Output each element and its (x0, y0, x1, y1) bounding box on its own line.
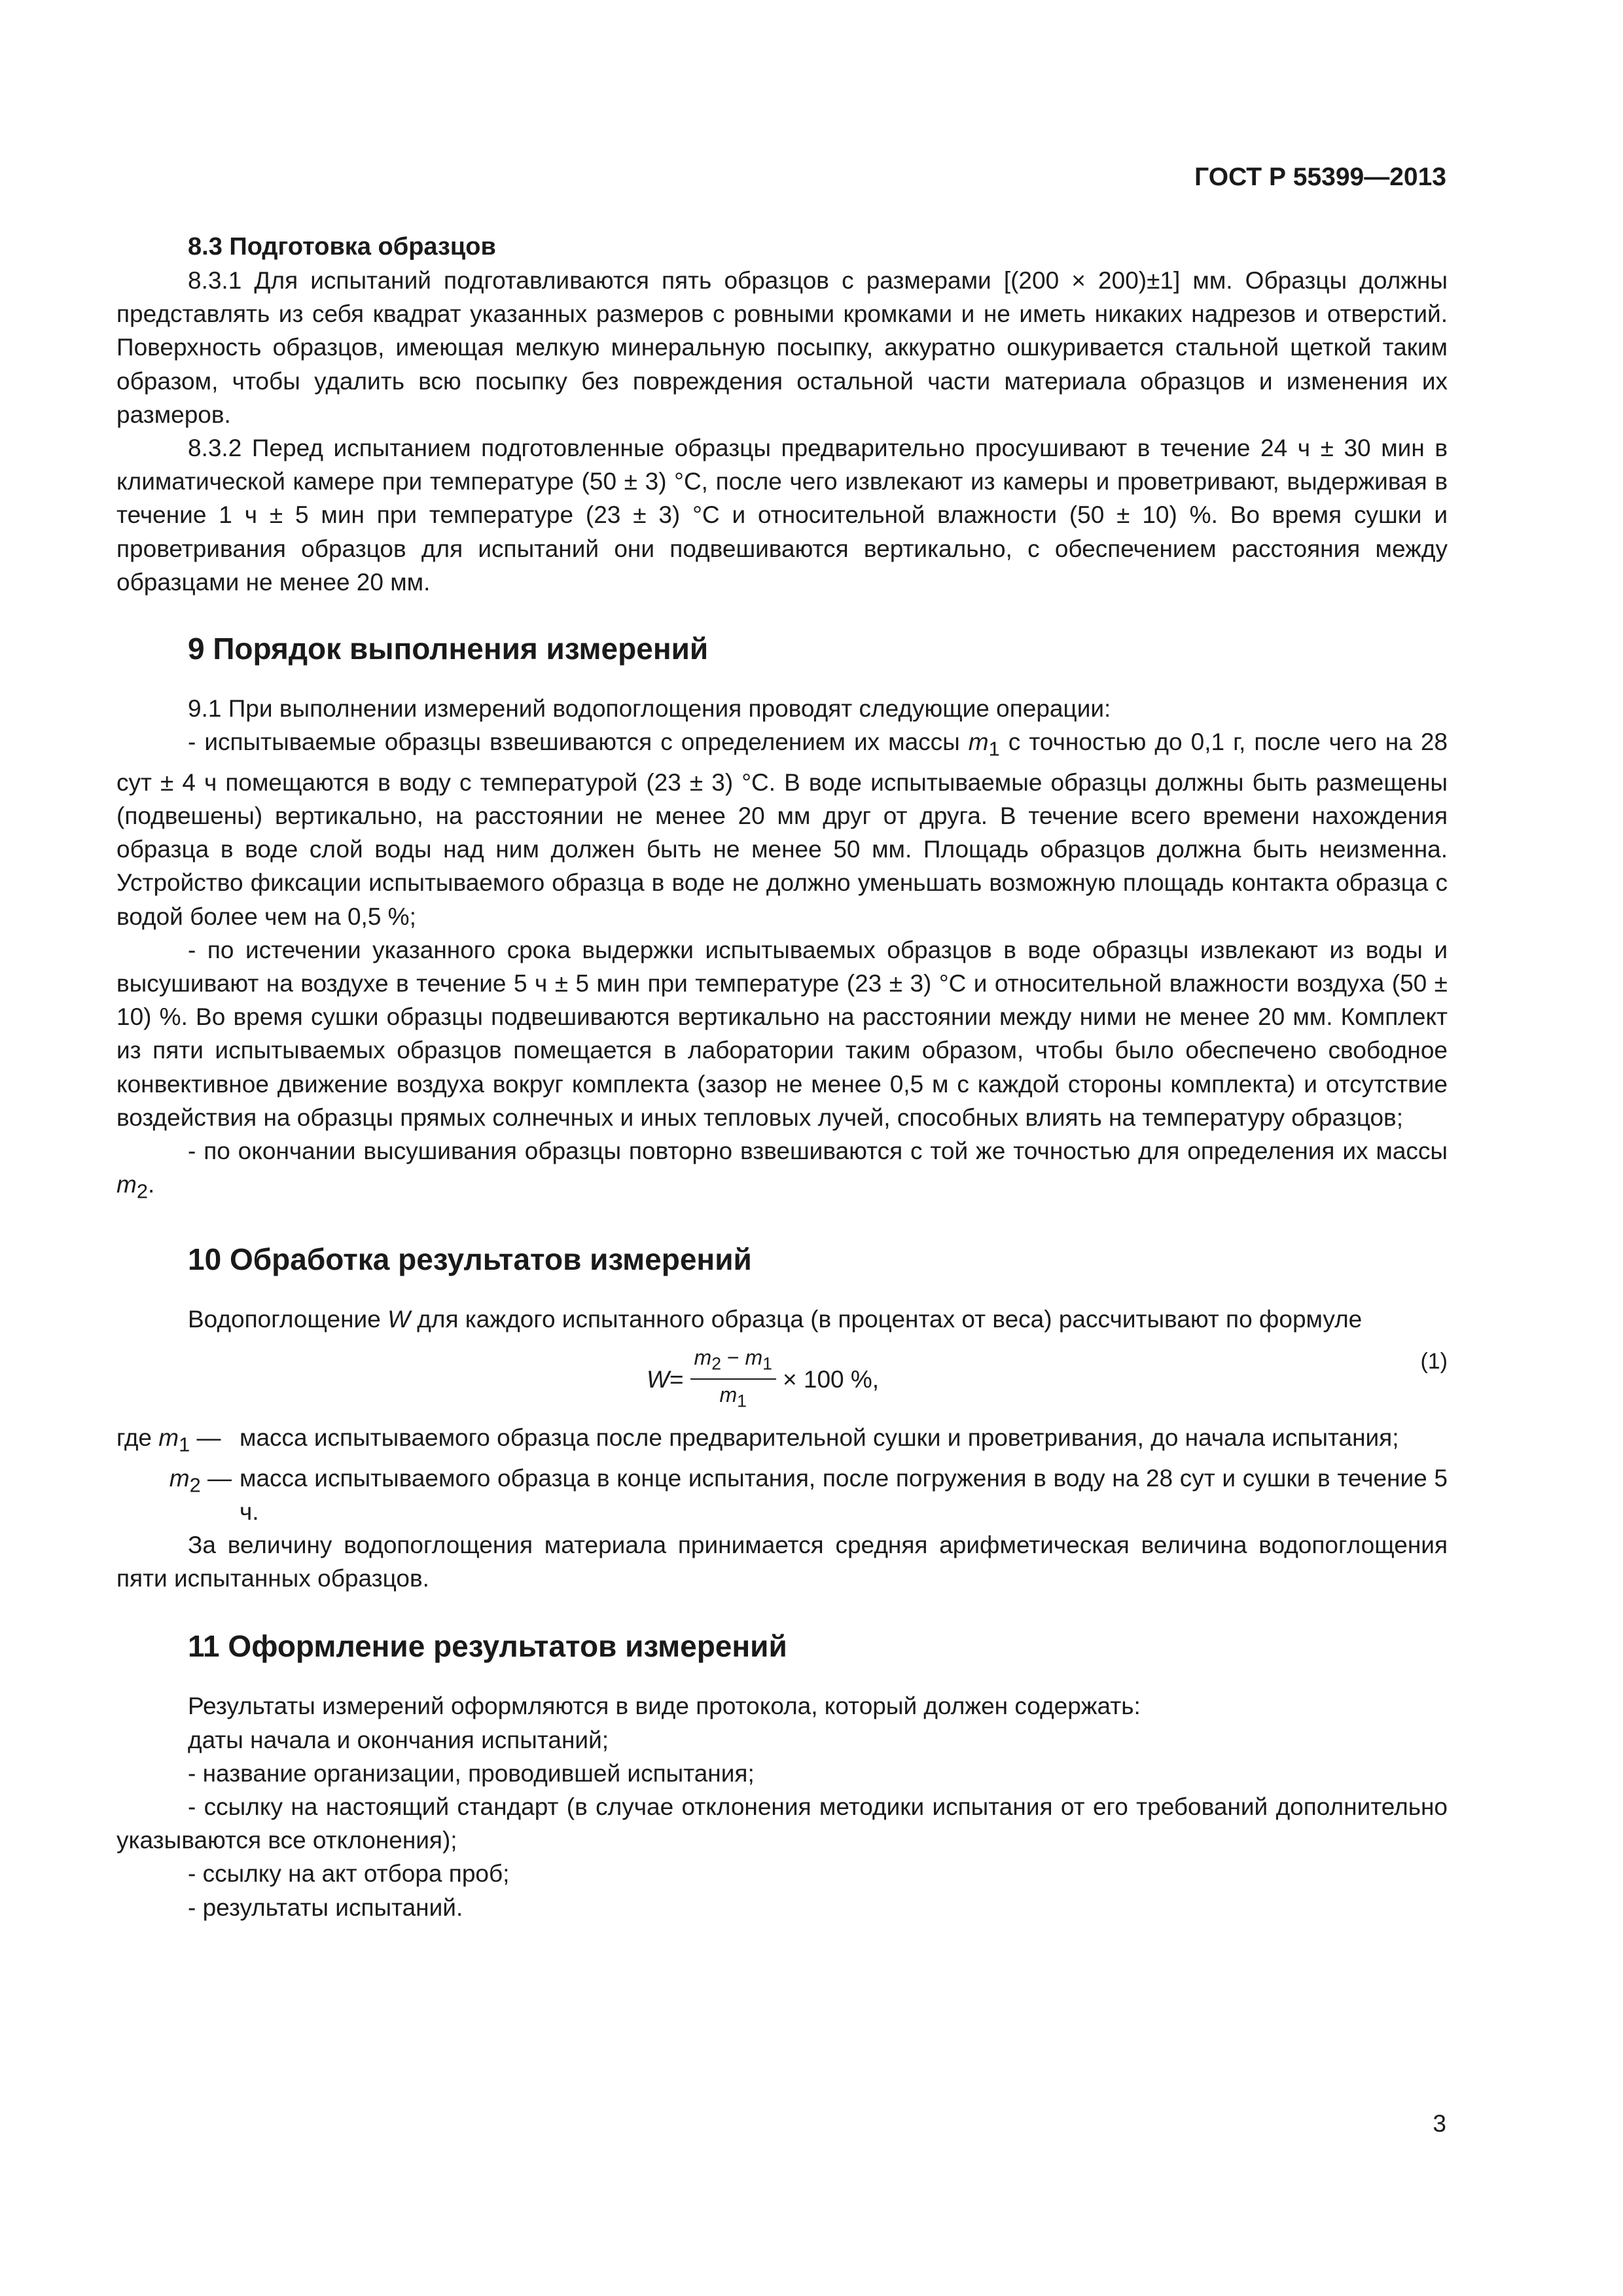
section-11-heading: 11 Оформление результатов измерений (188, 1629, 787, 1664)
list-item-dates: даты начала и окончания испытаний; (188, 1726, 609, 1753)
formula-fraction (690, 1345, 776, 1414)
list-item-reweigh-m2: - по окончании высушивания образцы повторно взвешиваются с той же точностью для определения их массы $m_2$. (116, 1138, 1448, 1203)
list-item-sampling-act: - ссылку на акт отбора проб; (188, 1860, 510, 1888)
formula-number: (1) (1420, 1349, 1448, 1374)
paragraph-average-result: За величину водопоглощения материала принимается средняя арифметическая величина водопоглощения пяти испытанных образцов. (116, 1532, 1448, 1592)
list-item-weigh-m1: - испытываемые образцы взвешиваются с определением их массы $m_1$ с точностью до 0,1 г, после чего на 28 сут ± 4 ч помещаются в воду с температурой (23 ± 3) °С. В воде испытываемые образцы должны быть размещены (подвешены) вертикально, на расстоянии не менее 20 мм друг от друга. В течение всего времени нахождения образца в воде слой воды над ним должен быть не менее 50 мм. Площадь образцов должна быть неизменна. Устройство фиксации испытываемого образца в воде не должно уменьшать возможную площадь контакта образца с водой более чем на 0,5 %; (116, 728, 1448, 930)
list-item-standard-reference: - ссылку на настоящий стандарт (в случае отклонения методики испытания от его требований дополнительно указываются все отклонения); (116, 1793, 1448, 1854)
section-10-heading: 10 Обработка результатов измерений (188, 1242, 752, 1276)
paragraph-formula-intro: Водопоглощение W для каждого испытанного образца (в процентах от веса) рассчитывают по формуле (188, 1305, 1363, 1333)
formula-1 (116, 1338, 1448, 1417)
paragraph-8-3-2: 8.3.2 Перед испытанием подготовленные образцы предварительно просушивают в течение 24 ч ± 30 мин в климатической камере при температуре (50 ± 3) °С, после чего извлекают из камеры и проветривают, выдерживая в течение 1 ч ± 5 мин при температуре (23 ± 3) °С и относительной влажности (50 ± 10) %. Во время сушки и проветривания образцов для испытаний они подвешиваются вертикально, с обеспечением расстояния между образцами не менее 20 мм. (116, 435, 1448, 596)
page-number: 3 (1433, 2110, 1446, 2137)
list-item-organization: - название организации, проводившей испытания; (188, 1759, 755, 1787)
list-item-test-results: - результаты испытаний. (188, 1893, 463, 1921)
formula-denominator: $m_1$ (719, 1383, 747, 1411)
water-absorption-formula: W = $\frac{m_2 - m_1}{m_1}$ × 100 %, (647, 1345, 879, 1414)
formula-numerator: $m_2 - m_1$ (690, 1345, 776, 1380)
paragraph-9-1: 9.1 При выполнении измерений водопоглощения проводят следующие операции: (188, 695, 1111, 723)
paragraph-report-intro: Результаты измерений оформляются в виде протокола, который должен содержать: (188, 1693, 1141, 1720)
section-8-3-heading: 8.3 Подготовка образцов (188, 233, 496, 260)
section-9-heading: 9 Порядок выполнения измерений (188, 632, 709, 666)
document-id-header: ГОСТ Р 55399—2013 (1194, 163, 1446, 191)
definition-m2: $m_2$ — масса испытываемого образца в конце испытания, после погружения в воду на 28 сут и сушки в течение 5 ч. (169, 1464, 1448, 1525)
page-content (116, 230, 1448, 1924)
definition-m1: где $m_1$ — масса испытываемого образца после предварительной сушки и проветривания, до начала испытания; (116, 1424, 1399, 1456)
paragraph-8-3-1: 8.3.1 Для испытаний подготавливаются пять образцов с размерами [(200 × 200)±1] мм. Образцы должны представлять из себя квадрат указанных размеров с ровными кромками и не иметь никаких надрезов и отверстий. Поверхность образцов, имеющая мелкую минеральную посыпку, аккуратно ошкуривается стальной щеткой таким образом, чтобы удалить всю посыпку без повреждения остальной части материала образцов и изменения их размеров. (116, 267, 1448, 428)
list-item-drying: - по истечении указанного срока выдержки испытываемых образцов в воде образцы извлекают из воды и высушивают на воздухе в течение 5 ч ± 5 мин при температуре (23 ± 3) °С и относительной влажности воздуха (50 ± 10) %. Во время сушки образцы подвешиваются вертикально на расстоянии между ними не менее 20 мм. Комплект из пяти испытываемых образцов помещается в лаборатории таким образом, чтобы было обеспечено свободное конвективное движение воздуха вокруг комплекта (зазор не менее 0,5 м с каждой стороны комплекта) и отсутствие воздействия на образцы прямых солнечных и иных тепловых лучей, способных влиять на температуру образцов; (116, 936, 1448, 1131)
